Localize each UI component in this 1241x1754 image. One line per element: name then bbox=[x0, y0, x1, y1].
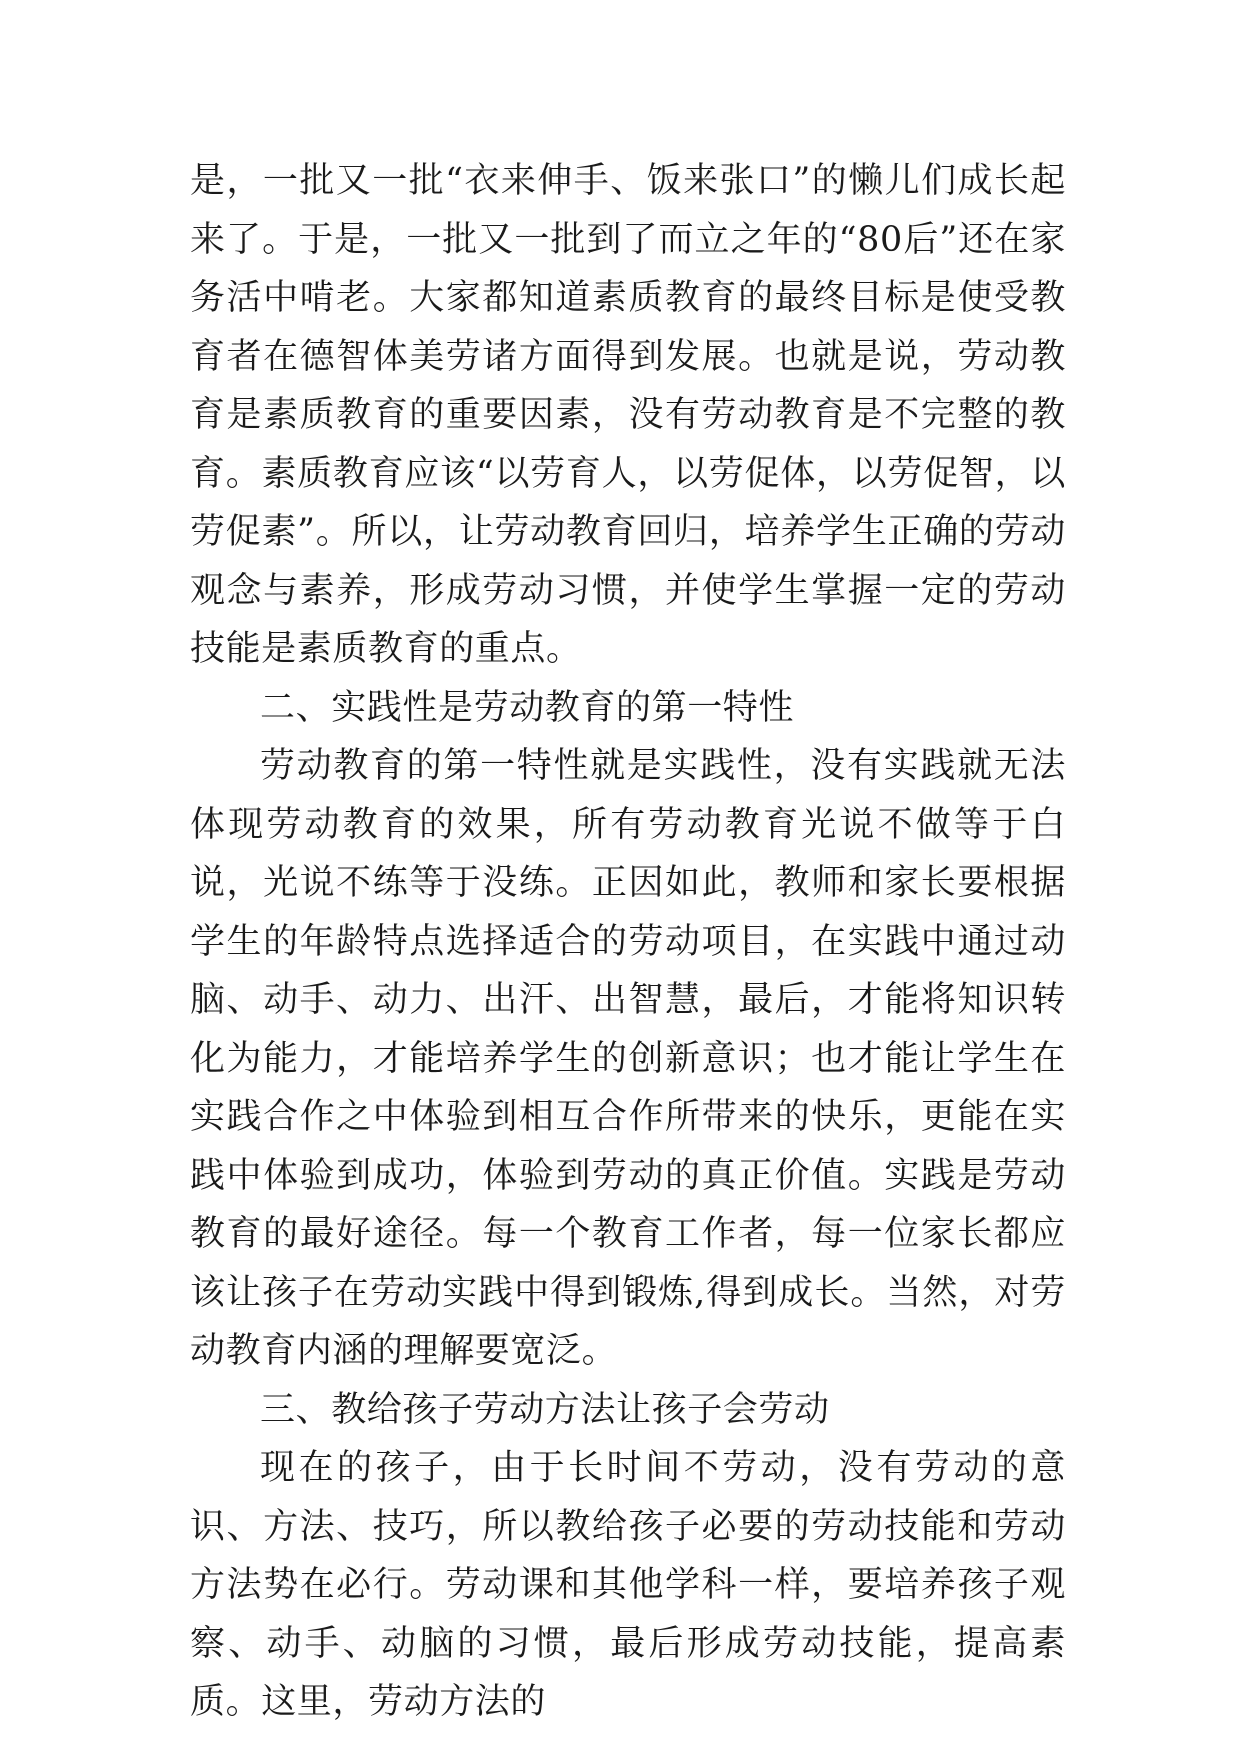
document-body bbox=[190, 152, 1066, 1732]
paragraph-continuation: 是，一批又一批“衣来伸手、饭来张口”的懒儿们成长起来了。于是，一批又一批到了而立之年的“80后”还在家务活中啃老。大家都知道素质教育的最终目标是使受教育者在德智体美劳诸方面得到发展。也就是说，劳动教育是素质教育的重要因素，没有劳动教育是不完整的教育。素质教育应该“以劳育人，以劳促体，以劳促智，以劳促素”。所以，让劳动教育回归，培养学生正确的劳动观念与素养，形成劳动习惯，并使学生掌握一定的劳动技能是素质教育的重点。 bbox=[190, 161, 1066, 669]
section-heading-3: 三、教给孩子劳动方法让孩子会劳动 bbox=[260, 1389, 830, 1430]
paragraph-methods: 现在的孩子，由于长时间不劳动，没有劳动的意识、方法、技巧，所以教给孩子必要的劳动技能和劳动方法势在必行。劳动课和其他学科一样，要培养孩子观察、动手、动脑的习惯，最后形成劳动技能，提高素质。这里，劳动方法的 bbox=[190, 1448, 1066, 1722]
section-heading-2: 二、实践性是劳动教育的第一特性 bbox=[260, 687, 795, 728]
paragraph-practice: 劳动教育的第一特性就是实践性，没有实践就无法体现劳动教育的效果，所有劳动教育光说不做等于白说，光说不练等于没练。正因如此，教师和家长要根据学生的年龄特点选择适合的劳动项目，在实践中通过动脑、动手、动力、出汗、出智慧，最后，才能将知识转化为能力，才能培养学生的创新意识；也才能让学生在实践合作之中体验到相互合作所带来的快乐，更能在实践中体验到成功，体验到劳动的真正价值。实践是劳动教育的最好途径。每一个教育工作者，每一位家长都应该让孩子在劳动实践中得到锻炼,得到成长。当然，对劳动教育内涵的理解要宽泛。 bbox=[190, 746, 1066, 1371]
